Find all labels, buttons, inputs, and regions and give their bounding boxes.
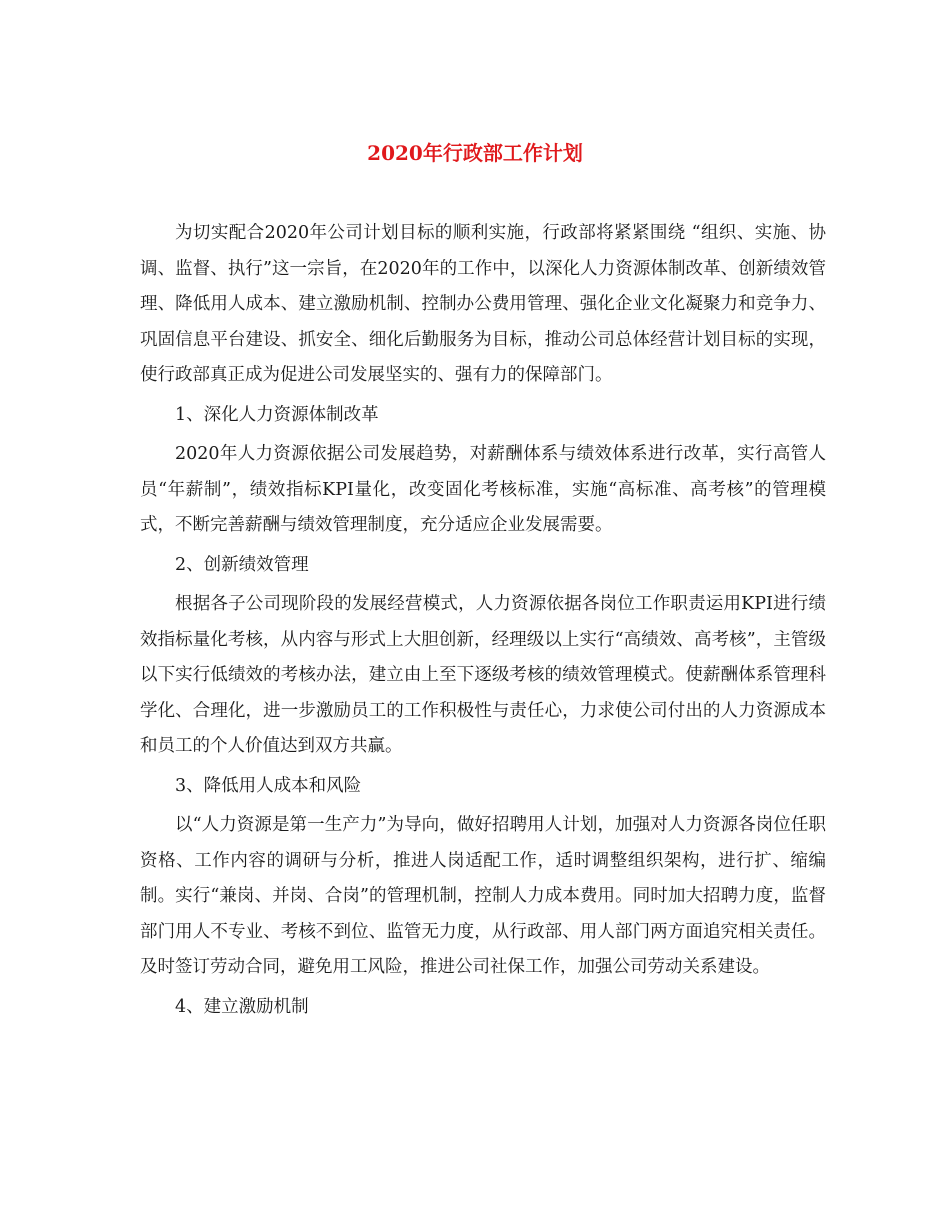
section-paragraph-2: 根据各子公司现阶段的发展经营模式，人力资源依据各岗位工作职责运用KPI进行绩效指标量化考核，从内容与形式上大胆创新，经理级以上实行“高绩效、高考核”，主管级以下实行低绩效的考核办法，建立由上至下逐级考核的绩效管理模式。使薪酬体系管理科学化、合理化，进一步激励员工的工作积极性与责任心，力求使公司付出的人力资源成本和员工的个人价值达到双方共赢。: [140, 594, 826, 756]
section-heading-3: 3、降低用人成本和风险: [175, 775, 362, 796]
section-heading-4: 4、建立激励机制: [175, 996, 309, 1017]
section-paragraph-3: 以“人力资源是第一生产力”为导向，做好招聘用人计划，加强对人力资源各岗位任职资格、工作内容的调研与分析，推进人岗适配工作，适时调整组织架构，进行扩、缩编制。实行“兼岗、并岗、合岗”的管理机制，控制人力成本费用。同时加大招聘力度，监督部门用人不专业、考核不到位、监管无力度，从行政部、用人部门两方面追究相关责任。及时签订劳动合同，避免用工风险，推进公司社保工作，加强公司劳动关系建设。: [140, 815, 826, 977]
intro-paragraph: 为切实配合2020年公司计划目标的顺利实施，行政部将紧紧围绕 “组织、实施、协调、监督、执行”这一宗旨，在2020年的工作中，以深化人力资源体制改革、创新绩效管理、降低用人成本、建立激励机制、控制办公费用管理、强化企业文化凝聚力和竞争力、巩固信息平台建设、抓安全、细化后勤服务为目标，推动公司总体经营计划目标的实现，使行政部真正成为促进公司发展坚实的、强有力的保障部门。: [140, 223, 826, 385]
document-body: [140, 216, 826, 1029]
section-paragraph-1: 2020年人力资源依据公司发展趋势，对薪酬体系与绩效体系进行改革，实行高管人员“年薪制”，绩效指标KPI量化，改变固化考核标准，实施“高标准、高考核”的管理模式，不断完善薪酬与绩效管理制度，充分适应企业发展需要。: [140, 444, 826, 535]
section-heading-1: 1、深化人力资源体制改革: [175, 404, 379, 425]
section-heading-2: 2、创新绩效管理: [175, 554, 309, 575]
document-title: 2020年行政部工作计划: [367, 141, 583, 165]
